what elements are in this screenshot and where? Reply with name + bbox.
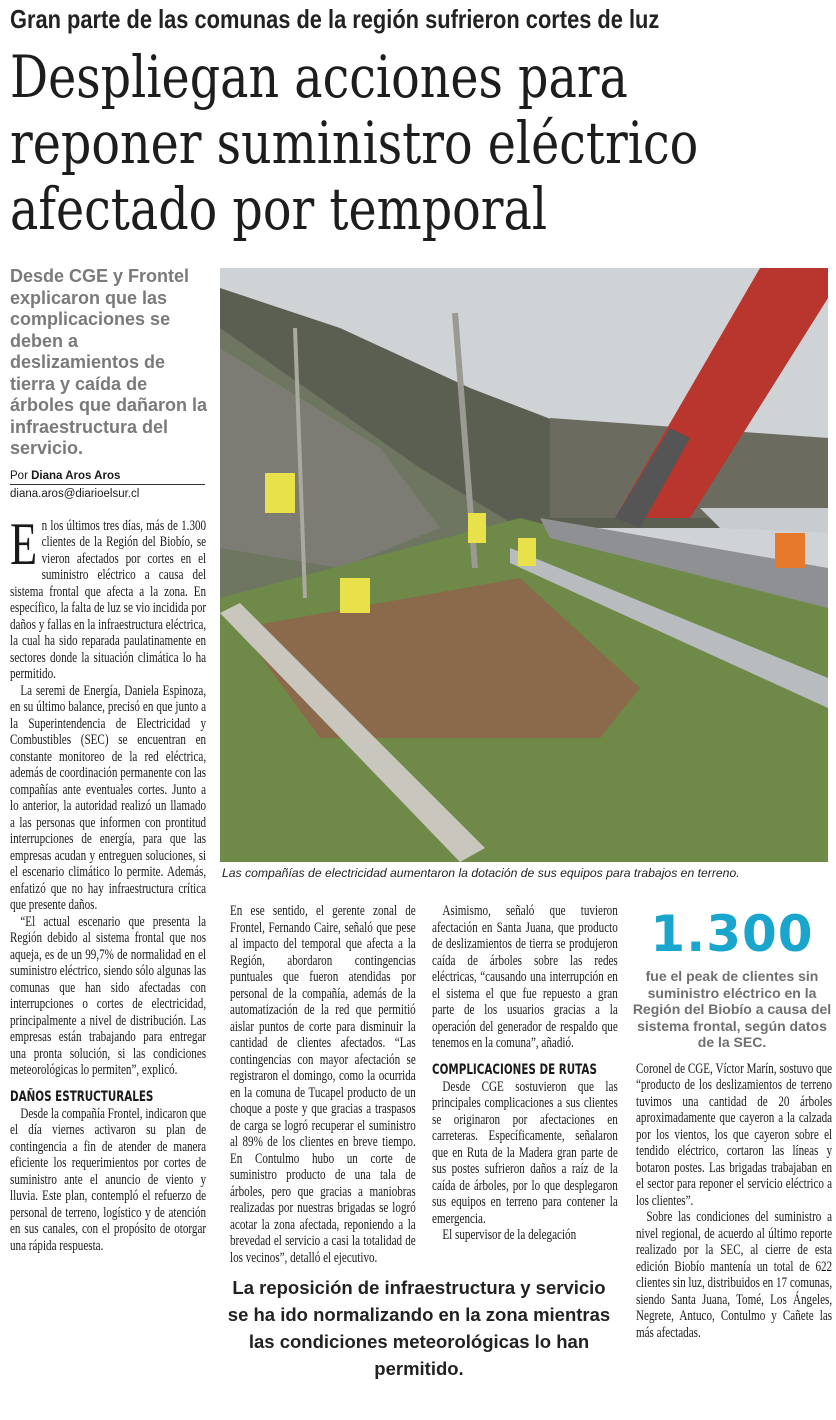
paragraph: Desde la compañía Frontel, indicaron que el día viernes activaron su plan de contingencia a fin de atender de manera eficiente los requerimientos por cortes de suministro ante el anuncio de viento y lluvia. Este plan, contempló el refuerzo de personal de terreno, logístico y de atención en sus canales, con el propósito de otorgar una rápida respuesta. (10, 1105, 207, 1254)
right-column (632, 906, 832, 1341)
left-column (10, 266, 210, 1254)
headline-line: afectado por temporal (10, 175, 548, 243)
article-columns-2-3 (230, 903, 618, 1266)
byline-prefix: Por (10, 469, 28, 482)
paragraph: En los últimos tres días, más de 1.300 clientes de la Región del Biobío, se vieron afectados por cortes en el suministro eléctrico a causa del sistema frontal que afecta a la zona. En específico, la falta de luz se vio incidida por daños y fallas en la infraestructura eléctrica, la cual ha sido reparada paulatinamente en sectores donde la situación climática lo ha permitido. (10, 510, 207, 682)
stat-callout (632, 906, 832, 1051)
photo-illustration (220, 268, 828, 862)
headline-line: Despliegan acciones para (10, 43, 628, 111)
article-column-1 (10, 510, 207, 1255)
byline-author: Diana Aros Aros (31, 469, 121, 482)
paragraph: En ese sentido, el gerente zonal de Frontel, Fernando Caire, señaló que pese al impacto del temporal que afecta a la Región, abordaron contingencias puntuales que fueron atendidas por personal de la compañía, además de la automatización de la red que permitió aislar puntos de corte para disminuir la cantidad de clientes afectados. “Las contingencias con mayor afectación se registraron el domingo, como la ocurrida en la comuna de Tucapel producto de un choque a poste y que gracias a traspasos de carga se logró recuperar el suministro al 89% de los clientes en breve tiempo. En Contulmo hubo un corte de suministro producto de una tala de árboles, pero que gracias a maniobras realizadas por nuestras brigadas se logró acotar la zona afectada, reponiendo a la brevedad el servicio a casi la totalidad de los vecinos”, detalló el ejecutivo. (230, 903, 416, 1266)
paragraph: Sobre las condiciones del suministro a nivel regional, de acuerdo al último reporte realizado por la SEC, al cierre de esta edición Biobío mantenía un total de 622 clientes sin luz, distribuidos en 17 comunas, siendo Santa Juana, Tomé, Los Ángeles, Negrete, Antuco, Contulmo y Cañete las más afectadas. (636, 1209, 833, 1341)
pull-quote: La reposición de infraestructura y servicio se ha ido normalizando en la zona mientras las condiciones meteorológicas lo han permitido. (227, 1277, 611, 1379)
paragraph: “El actual escenario que presenta la Región debido al sistema frontal que nos aqueja, es de un 99,7% de normalidad en el suministro eléctrico, siendo sólo algunas las comunas que han sido afectadas con interrupciones o cortes de electricidad, principalmente a nivel de distribución. Las empresas están trabajando para entregar una pronta solución, si las condiciones meteorológicas lo permiten”, explicó. (10, 913, 207, 1078)
paragraph: El supervisor de la delegación (442, 1227, 577, 1243)
stat-text: fue el peak de clientes sin suministro eléctrico en la Región del Biobío a causa del sistema frontal, según datos de la SEC. (632, 968, 832, 1050)
headline (10, 44, 698, 242)
middle-columns (227, 903, 618, 1382)
article-photo (220, 268, 828, 862)
paragraph: Coronel de CGE, Víctor Marín, sostuvo que “producto de los deslizamientos de terreno tuvimos una cantidad de 20 árboles aproximadamente que cayeron a la calzada por los vientos, los que cayeron sobre el tendido eléctrico, cortaron las líneas y botaron postes. Las brigadas trabajaban en el sector para reponer el servicio eléctrico a los clientes”. (636, 1060, 833, 1209)
subheading: COMPLICACIONES DE RUTAS (432, 1061, 597, 1078)
byline-email[interactable]: diana.aros@diarioelsur.cl (10, 487, 140, 500)
paragraph: Desde CGE sostuvieron que las principales complicaciones a sus clientes se originaron por afectaciones en carreteras. Específicamente, señalaron que en Ruta de la Madera gran parte de sus postes sufrieron daños a raíz de la caída de árboles, por lo que desplegaron sus equipos en terreno para contener la emergencia. (432, 1078, 618, 1227)
paragraph: Asimismo, señaló que tuvieron afectación en Santa Juana, que producto de deslizamientos de tierra se produjeron caída de árboles sobre las redes eléctricas, “causando una interrupción en el sistema el que fue repuesto a gran parte de los usuarios gracias a la operación del generador de respaldo que tenemos en la comuna”, añadió. (432, 903, 618, 1051)
photo-caption: Las compañías de electricidad aumentaron la dotación de sus equipos para trabajos en terreno. (222, 866, 740, 880)
deck: Desde CGE y Frontel explicaron que las complicaciones se deben a deslizamientos de tierra y caída de árboles que dañaron la infraestructura del servicio. (10, 266, 208, 458)
headline-line: reponer suministro eléctrico (10, 109, 699, 177)
article-column-4 (636, 1061, 832, 1342)
kicker: Gran parte de las comunas de la región sufrieron cortes de luz (10, 4, 660, 34)
subheading: DAÑOS ESTRUCTURALES (10, 1088, 154, 1105)
drop-cap: E (10, 510, 38, 577)
stat-number: 1.300 (650, 905, 814, 963)
paragraph: La seremi de Energía, Daniela Espinoza, en su último balance, precisó en que junto a la Superintendencia de Electricidad y Combustibles (SEC) se encuentran en constante monitoreo de la red eléctrica, además de coordinación permanente con las compañías ante eventuales cortes. Junto a lo anterior, la autoridad realizó un llamado a las personas que informen con prontitud interrupciones de energía, para que las empresas acudan y entreguen soluciones, si el escenario climático lo permite. Además, enfatizó que no hay infraestructura crítica que presente daños. (10, 682, 207, 913)
byline (10, 470, 205, 485)
